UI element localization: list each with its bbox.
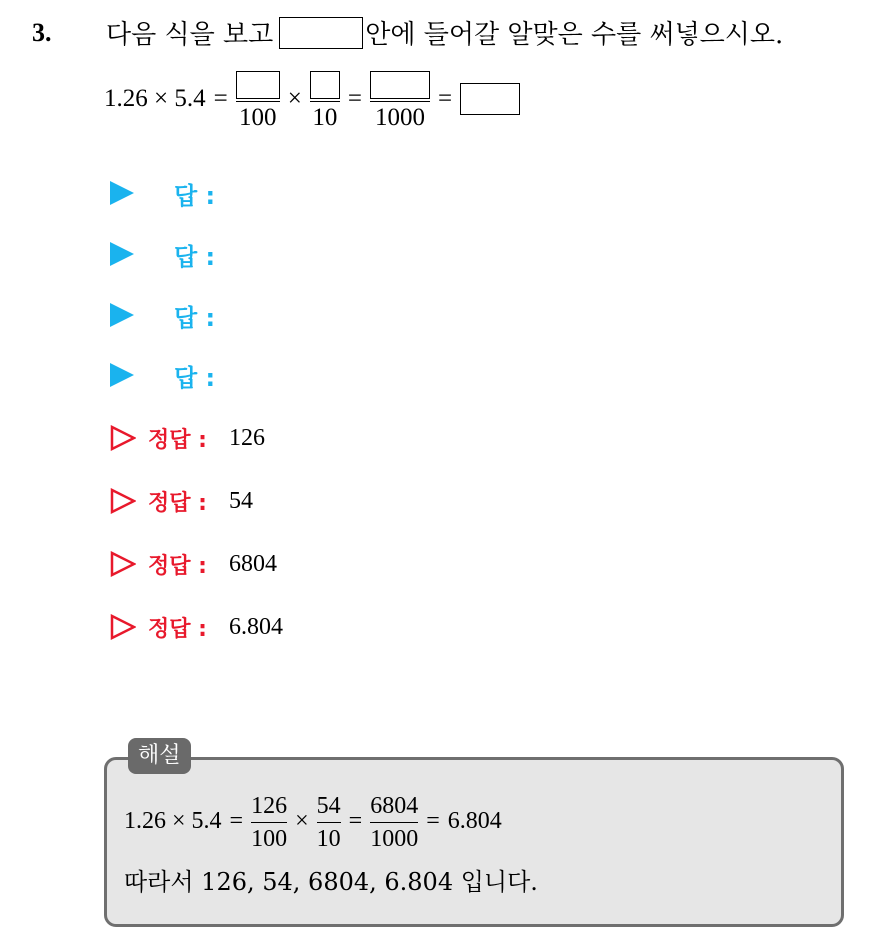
correct-answer-row (110, 483, 253, 519)
solution-fraction-1-numerator: 126 (251, 793, 288, 819)
blank-box (370, 71, 430, 99)
correct-label: 정답 : (148, 553, 207, 579)
solution-fraction-2-denominator: 10 (316, 826, 341, 852)
solution-fraction-1 (251, 790, 287, 853)
answer-label: 답 : (174, 242, 216, 271)
answer-label: 답 : (174, 303, 216, 332)
correct-answer-row (110, 609, 283, 645)
solution-fraction-3-denominator: 1000 (370, 826, 419, 852)
question-number: 3. (32, 18, 52, 47)
fraction-3 (370, 67, 430, 132)
question-text-after: 안에 들어갈 알맞은 수를 써넣으시오. (365, 20, 784, 50)
solution-lhs: 1.26 × 5.4 (124, 808, 222, 834)
blank-box (236, 71, 280, 99)
blank-box (460, 83, 520, 115)
equals-sign: = (437, 85, 453, 112)
play-triangle-icon (110, 181, 134, 205)
solution-fraction-3 (370, 790, 418, 853)
correct-value: 6804 (228, 550, 277, 577)
fraction-1 (236, 67, 280, 132)
outline-triangle-icon (110, 488, 136, 514)
fraction-2 (310, 67, 340, 132)
solution-equation (124, 790, 502, 853)
answer-row (110, 176, 215, 210)
equals-sign: = (426, 808, 440, 834)
times-sign: × (287, 85, 302, 112)
equals-sign: = (347, 85, 362, 112)
correct-value: 126 (228, 424, 265, 451)
equals-sign: = (213, 85, 228, 112)
play-triangle-icon (110, 303, 134, 327)
correct-answer-row (110, 546, 277, 582)
correct-value: 54 (228, 487, 253, 514)
correct-answer-row (110, 420, 265, 456)
fraction-3-denominator: 1000 (374, 103, 425, 131)
outline-triangle-icon (110, 551, 136, 577)
solution-fraction-2-numerator: 54 (316, 793, 341, 819)
answer-row (110, 298, 215, 332)
answer-label: 답 : (174, 363, 216, 392)
outline-triangle-icon (110, 614, 136, 640)
correct-label: 정답 : (148, 616, 207, 642)
solution-text: 따라서 126, 54, 6804, 6.804 입니다. (124, 868, 538, 896)
solution-tag: 해설 (128, 738, 191, 774)
solution-result: 6.804 (447, 808, 502, 834)
solution-fraction-2 (317, 790, 341, 853)
correct-label: 정답 : (148, 427, 207, 453)
answer-row (110, 237, 215, 271)
fraction-2-denominator: 10 (312, 103, 338, 131)
fraction-1-denominator: 100 (238, 103, 277, 131)
solution-fraction-1-denominator: 100 (251, 826, 288, 852)
blank-box (279, 17, 363, 49)
correct-label: 정답 : (148, 490, 207, 516)
equals-sign: = (229, 808, 244, 834)
answer-row (110, 358, 215, 392)
answer-label: 답 : (174, 181, 216, 210)
times-sign: × (295, 808, 309, 834)
correct-value: 6.804 (228, 613, 283, 640)
outline-triangle-icon (110, 425, 136, 451)
blank-box (310, 71, 340, 99)
play-triangle-icon (110, 363, 134, 387)
solution-fraction-3-numerator: 6804 (370, 793, 419, 819)
equals-sign: = (348, 808, 363, 834)
question-text-before: 다음 식을 보고 (106, 20, 274, 50)
play-triangle-icon (110, 242, 134, 266)
question-text (106, 14, 783, 51)
equation-lhs: 1.26 × 5.4 (104, 85, 206, 112)
problem-equation (104, 64, 520, 134)
